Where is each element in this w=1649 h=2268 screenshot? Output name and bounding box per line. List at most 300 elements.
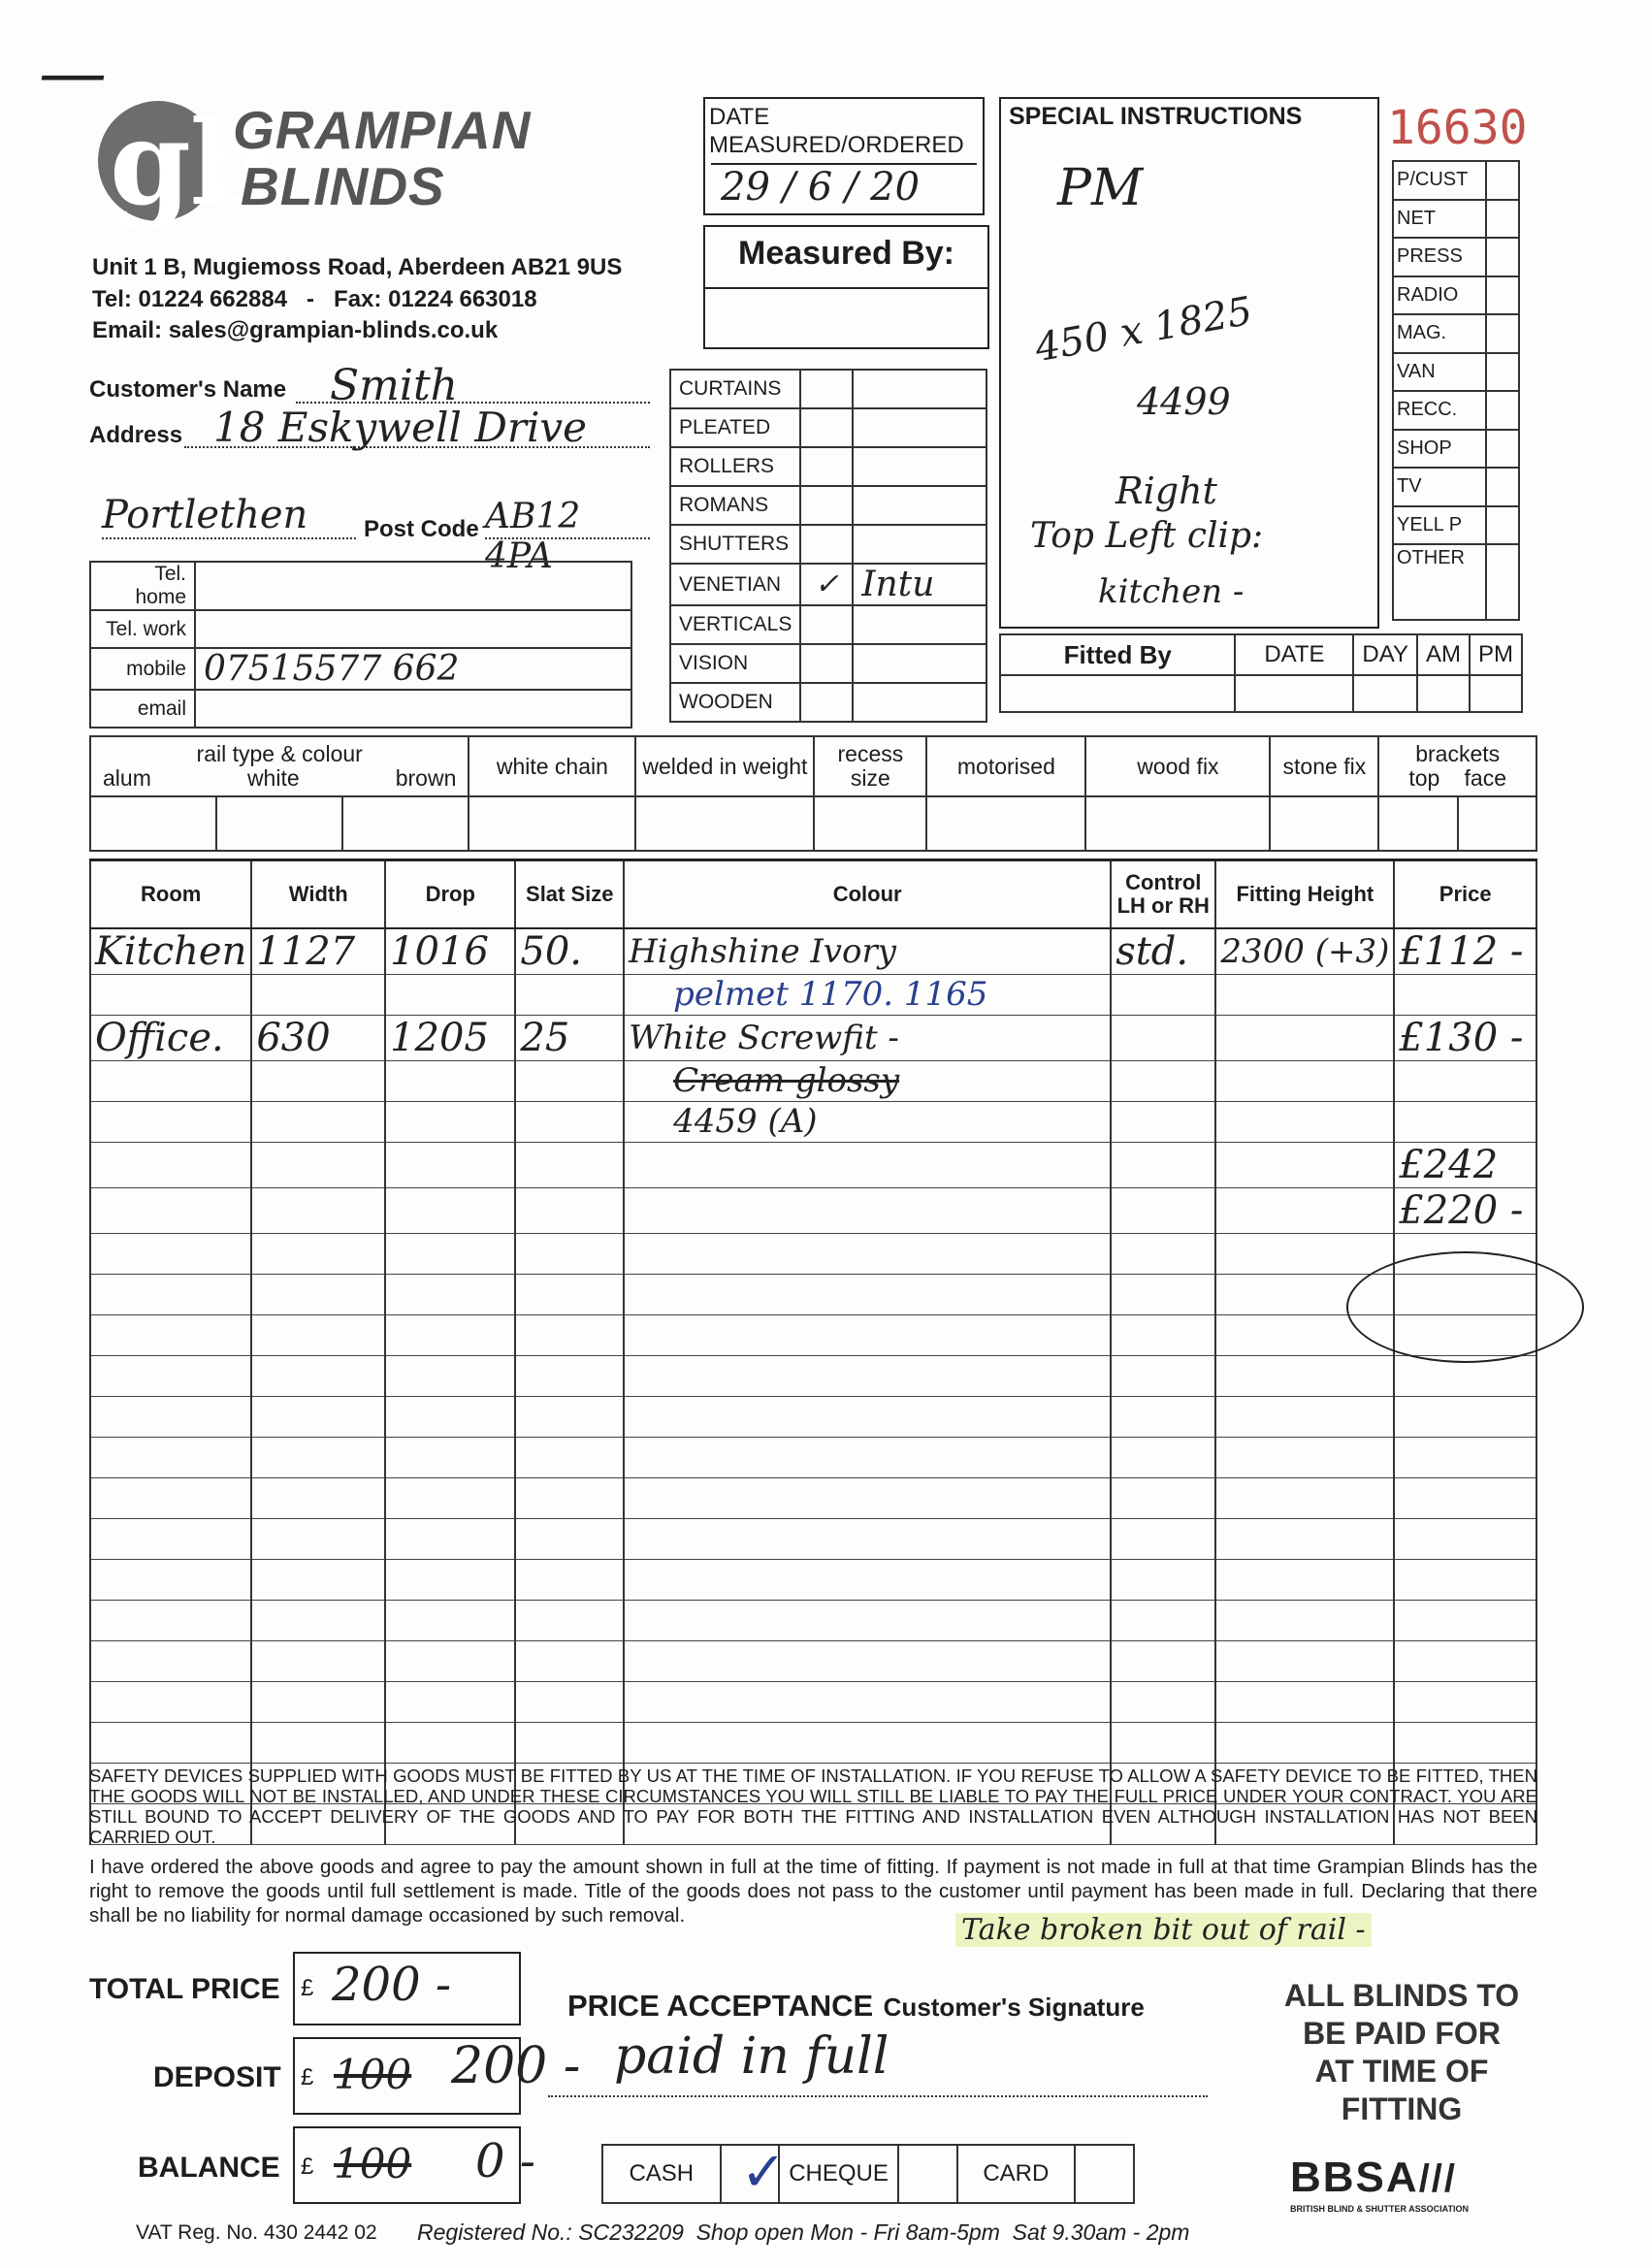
cell-colour[interactable]	[624, 1355, 1111, 1396]
cell-fitting[interactable]	[1215, 1233, 1394, 1274]
cell-price[interactable]: £130 -	[1394, 1015, 1536, 1060]
cell-control[interactable]	[1111, 1274, 1215, 1314]
deposit-currency: £	[301, 2064, 314, 2090]
fitted-by-value[interactable]	[1000, 675, 1235, 712]
rail-alum-cell[interactable]	[90, 796, 216, 851]
cell-room[interactable]	[90, 1187, 251, 1233]
cell-colour[interactable]	[624, 1142, 1111, 1187]
cheque-label: CHEQUE	[779, 2145, 897, 2203]
town-line	[102, 493, 356, 539]
brackets-face-cell[interactable]	[1458, 796, 1536, 851]
cell-drop[interactable]	[385, 1396, 515, 1437]
cell-fitting[interactable]	[1215, 1187, 1394, 1233]
cell-colour[interactable]	[624, 1600, 1111, 1640]
table-row	[90, 1681, 1536, 1722]
product-note[interactable]	[853, 605, 986, 644]
cell-fitting[interactable]	[1215, 1396, 1394, 1437]
cell-slat[interactable]	[515, 974, 624, 1015]
rail-white-cell[interactable]	[216, 796, 342, 851]
fitted-am-label: AM	[1417, 634, 1470, 675]
cell-slat[interactable]	[515, 1477, 624, 1518]
rail-brown-label: brown	[395, 765, 457, 791]
product-label: PLEATED	[670, 408, 800, 447]
cell-width[interactable]	[251, 1396, 385, 1437]
cell-slat[interactable]	[515, 1314, 624, 1355]
rail-type-title: rail type & colour	[196, 741, 363, 766]
cell-slat[interactable]	[515, 1274, 624, 1314]
table-row	[90, 1355, 1536, 1396]
card-checkbox[interactable]	[1075, 2145, 1134, 2203]
cell-slat[interactable]	[515, 1355, 624, 1396]
cell-colour[interactable]	[624, 1518, 1111, 1559]
price-circle	[1346, 1251, 1584, 1363]
cell-drop[interactable]	[385, 1233, 515, 1274]
wood-fix-label: wood fix	[1085, 736, 1270, 796]
recess-size-cell[interactable]	[814, 796, 926, 851]
bbsa-slash-icon: ///	[1418, 2157, 1458, 2200]
fitted-by-table	[999, 633, 1523, 713]
cell-slat[interactable]	[515, 1600, 624, 1640]
cell-width[interactable]: 1127	[251, 928, 385, 975]
notice-line-4: FITTING	[1341, 2091, 1463, 2126]
brackets-top-cell[interactable]	[1378, 796, 1457, 851]
cell-control[interactable]	[1111, 1518, 1215, 1559]
measured-by-value[interactable]	[705, 289, 987, 345]
cell-control[interactable]	[1111, 1681, 1215, 1722]
product-note[interactable]	[853, 447, 986, 486]
table-row	[90, 1274, 1536, 1314]
cell-drop[interactable]	[385, 1060, 515, 1101]
cell-price[interactable]	[1394, 1640, 1536, 1681]
cell-fitting[interactable]: 2300 (+3)	[1215, 928, 1394, 975]
source-label: OTHER	[1393, 544, 1486, 620]
cell-drop[interactable]	[385, 1559, 515, 1600]
cell-drop[interactable]	[385, 1681, 515, 1722]
logo-letters: gb	[110, 95, 273, 232]
cell-colour[interactable]	[624, 1274, 1111, 1314]
date-measured-value[interactable]: 29 / 6 / 20	[711, 163, 977, 210]
cell-colour[interactable]	[624, 1681, 1111, 1722]
source-label: VAN	[1393, 353, 1486, 392]
cell-colour[interactable]	[624, 1396, 1111, 1437]
total-price-label: TOTAL PRICE	[89, 1973, 280, 2005]
cell-slat[interactable]	[515, 1437, 624, 1477]
cell-drop[interactable]	[385, 1355, 515, 1396]
cell-price[interactable]	[1394, 1101, 1536, 1142]
contact-value[interactable]	[195, 610, 631, 648]
instruction-line-6: kitchen -	[1098, 572, 1245, 611]
deposit-struck-value: 100	[334, 2051, 412, 2098]
cell-width[interactable]	[251, 1142, 385, 1187]
product-note[interactable]	[853, 370, 986, 408]
column-header: Drop	[385, 860, 515, 928]
cell-width[interactable]	[251, 1559, 385, 1600]
cell-fitting[interactable]	[1215, 1060, 1394, 1101]
notice-line-1: ALL BLINDS TO	[1283, 1978, 1520, 2013]
cell-slat[interactable]	[515, 1518, 624, 1559]
fitted-date-label: DATE	[1235, 634, 1353, 675]
cell-slat[interactable]: 50.	[515, 928, 624, 975]
cell-price[interactable]: £220 -	[1394, 1187, 1536, 1233]
address-value[interactable]: 18 Eskywell Drive	[213, 404, 587, 451]
cell-fitting[interactable]	[1215, 1722, 1394, 1763]
postcode-label: Post Code	[364, 516, 479, 542]
balance-struck-value: 100	[334, 2140, 412, 2187]
instruction-line-3: 4499	[1137, 380, 1231, 423]
table-row	[90, 1640, 1536, 1681]
source-checkbox[interactable]	[1486, 200, 1519, 239]
cell-slat[interactable]	[515, 1722, 624, 1763]
cell-drop[interactable]	[385, 1101, 515, 1142]
cell-colour[interactable]: Highshine Ivory	[624, 928, 1111, 975]
product-label: SHUTTERS	[670, 525, 800, 564]
cell-room[interactable]	[90, 1722, 251, 1763]
table-row	[90, 1722, 1536, 1763]
product-tick[interactable]	[800, 683, 853, 722]
cell-drop[interactable]: 1016	[385, 928, 515, 975]
cell-control[interactable]	[1111, 1355, 1215, 1396]
product-tick[interactable]	[800, 408, 853, 447]
handwritten-note: Take broken bit out of rail -	[955, 1913, 1372, 1947]
measured-by-label: Measured By:	[705, 227, 987, 289]
postcode-value[interactable]: AB12 4PA	[485, 497, 581, 576]
table-row	[90, 1015, 1536, 1060]
product-tick[interactable]	[800, 486, 853, 525]
cell-width[interactable]	[251, 1722, 385, 1763]
cell-drop[interactable]	[385, 1314, 515, 1355]
cash-label: CASH	[602, 2145, 721, 2203]
rail-white-label: white	[246, 765, 300, 791]
cell-fitting[interactable]	[1215, 1600, 1394, 1640]
source-checkbox[interactable]	[1486, 506, 1519, 545]
cell-width[interactable]	[251, 1355, 385, 1396]
cell-drop[interactable]	[385, 1600, 515, 1640]
postcode-line	[485, 497, 650, 576]
date-measured-box	[703, 97, 985, 215]
cell-price[interactable]	[1394, 1477, 1536, 1518]
deposit-value[interactable]: 200 -	[451, 2037, 581, 2095]
cell-colour[interactable]: 4459 (A)	[624, 1101, 1111, 1142]
product-note[interactable]	[853, 683, 986, 722]
cell-control[interactable]	[1111, 1015, 1215, 1060]
cell-width[interactable]	[251, 1314, 385, 1355]
product-tick[interactable]	[800, 447, 853, 486]
cell-room[interactable]	[90, 1314, 251, 1355]
cell-room[interactable]	[90, 1640, 251, 1681]
margin-mark: —	[39, 33, 107, 113]
cell-fitting[interactable]	[1215, 1437, 1394, 1477]
cell-fitting[interactable]	[1215, 1101, 1394, 1142]
cell-colour[interactable]	[624, 1722, 1111, 1763]
cell-control[interactable]	[1111, 1600, 1215, 1640]
cash-checkbox[interactable]	[721, 2141, 787, 2203]
cell-width[interactable]	[251, 1233, 385, 1274]
fitted-day-value[interactable]	[1353, 675, 1417, 712]
table-row	[90, 974, 1536, 1015]
cell-room[interactable]	[90, 1559, 251, 1600]
cell-slat[interactable]	[515, 1396, 624, 1437]
rail-brown-cell[interactable]	[342, 796, 469, 851]
cell-width[interactable]	[251, 1187, 385, 1233]
column-header: Control LH or RH	[1111, 860, 1215, 928]
logo-gb-mark	[92, 95, 273, 232]
product-note[interactable]	[853, 486, 986, 525]
cell-width[interactable]	[251, 1600, 385, 1640]
product-label: ROLLERS	[670, 447, 800, 486]
product-note[interactable]	[853, 525, 986, 564]
cell-drop[interactable]	[385, 974, 515, 1015]
cell-room[interactable]	[90, 1600, 251, 1640]
order-terms: I have ordered the above goods and agree to pay the amount shown in full at the time of fitting. If payment is not made in full at that time Grampian Blinds has the right to remove the goods until full settlement is made. Title of the goods does not pass to the customer until payment has been made in full. Declaring that there shall be no liability for normal damage occasioned by such removal.	[89, 1856, 1537, 1927]
cell-control[interactable]	[1111, 1314, 1215, 1355]
cell-control[interactable]	[1111, 1640, 1215, 1681]
cell-room[interactable]	[90, 1681, 251, 1722]
source-checkbox[interactable]	[1486, 276, 1519, 315]
cell-price[interactable]	[1394, 1559, 1536, 1600]
cell-room[interactable]	[90, 1518, 251, 1559]
cell-price[interactable]: £242	[1394, 1142, 1536, 1187]
cell-control[interactable]	[1111, 1437, 1215, 1477]
price-acceptance	[567, 1989, 1145, 2024]
cell-price[interactable]	[1394, 1060, 1536, 1101]
cell-price[interactable]	[1394, 1722, 1536, 1763]
cell-room[interactable]	[90, 1355, 251, 1396]
contact-label: mobile	[90, 648, 195, 690]
wood-fix-cell[interactable]	[1085, 796, 1270, 851]
cell-slat[interactable]	[515, 1060, 624, 1101]
stone-fix-label: stone fix	[1270, 736, 1378, 796]
cell-drop[interactable]	[385, 1477, 515, 1518]
contact-label: email	[90, 690, 195, 728]
cell-price[interactable]	[1394, 1396, 1536, 1437]
cell-control[interactable]	[1111, 974, 1215, 1015]
cell-room[interactable]	[90, 1274, 251, 1314]
cell-room[interactable]	[90, 1396, 251, 1437]
total-price-value: 200 -	[332, 1958, 452, 2012]
fitted-pm-label: PM	[1470, 634, 1522, 675]
cell-drop[interactable]: 1205	[385, 1015, 515, 1060]
cell-width[interactable]	[251, 974, 385, 1015]
cell-width[interactable]	[251, 1477, 385, 1518]
cell-price[interactable]	[1394, 1437, 1536, 1477]
order-number: 16630	[1387, 101, 1528, 155]
product-tick[interactable]	[800, 525, 853, 564]
cell-slat[interactable]	[515, 1640, 624, 1681]
cell-control[interactable]	[1111, 1396, 1215, 1437]
cell-slat[interactable]	[515, 1101, 624, 1142]
contact-value[interactable]	[195, 562, 631, 610]
cell-slat[interactable]	[515, 1559, 624, 1600]
customer-name-line	[296, 361, 650, 410]
company-logo	[92, 95, 273, 232]
cell-fitting[interactable]	[1215, 1142, 1394, 1187]
cell-control[interactable]	[1111, 1060, 1215, 1101]
cell-fitting[interactable]	[1215, 974, 1394, 1015]
cell-width[interactable]	[251, 1518, 385, 1559]
source-label: PRESS	[1393, 238, 1486, 276]
cell-control[interactable]	[1111, 1559, 1215, 1600]
product-label: ROMANS	[670, 486, 800, 525]
cell-room[interactable]: Office.	[90, 1015, 251, 1060]
bbsa-mark: BBSA	[1290, 2154, 1419, 2201]
cell-control[interactable]	[1111, 1101, 1215, 1142]
product-table	[669, 369, 987, 723]
source-checkbox[interactable]	[1486, 544, 1519, 620]
cell-colour[interactable]: pelmet 1170. 1165	[624, 974, 1111, 1015]
cell-room[interactable]	[90, 1060, 251, 1101]
table-row	[90, 1477, 1536, 1518]
contact-value[interactable]: 07515577 662	[195, 648, 631, 690]
safety-terms: SAFETY DEVICES SUPPLIED WITH GOODS MUST BE FITTED BY US AT THE TIME OF INSTALLATION. IF YOU REFUSE TO ALLOW A SAFETY DEVICE TO BE FITTED, THEN THE GOODS WILL NOT BE INSTALLED, AND UNDER THESE CIRCUMSTANCES YOU WILL STILL BE LIABLE TO PAY THE FULL PRICE UNDER YOUR CONTRACT. YOU ARE STILL BOUND TO ACCEPT DELIVERY OF THE GOODS AND TO PAY FOR BOTH THE FITTING AND INSTALLATION EVEN ALTHOUGH INSTALLATION HAS NOT BEEN CARRIED OUT.	[89, 1766, 1537, 1847]
cell-drop[interactable]	[385, 1437, 515, 1477]
cell-slat[interactable]	[515, 1142, 624, 1187]
source-checkbox[interactable]	[1486, 353, 1519, 392]
stone-fix-cell[interactable]	[1270, 796, 1378, 851]
cell-room[interactable]	[90, 1477, 251, 1518]
source-checkbox[interactable]	[1486, 314, 1519, 353]
product-label: CURTAINS	[670, 370, 800, 408]
column-header: Width	[251, 860, 385, 928]
source-checkbox[interactable]	[1486, 468, 1519, 506]
cell-slat[interactable]	[515, 1187, 624, 1233]
product-tick[interactable]	[800, 644, 853, 683]
cell-width[interactable]	[251, 1274, 385, 1314]
source-checkbox[interactable]	[1486, 161, 1519, 200]
deposit-label: DEPOSIT	[153, 2061, 281, 2093]
brackets-top-label: top	[1408, 765, 1440, 791]
company-tel-fax: Tel: 01224 662884 - Fax: 01224 663018	[92, 286, 537, 312]
cell-price[interactable]	[1394, 1681, 1536, 1722]
cell-width[interactable]	[251, 1060, 385, 1101]
cell-drop[interactable]	[385, 1187, 515, 1233]
cell-drop[interactable]	[385, 1142, 515, 1187]
product-note[interactable]: Intu	[853, 564, 986, 605]
product-label: VENETIAN	[670, 564, 800, 605]
town-value[interactable]: Portlethen	[102, 493, 308, 537]
table-row	[90, 1559, 1536, 1600]
source-label: RECC.	[1393, 391, 1486, 430]
motorised-cell[interactable]	[926, 796, 1085, 851]
column-header: Fitting Height	[1215, 860, 1394, 928]
source-checkbox[interactable]	[1486, 238, 1519, 276]
cell-price[interactable]: £112 -	[1394, 928, 1536, 975]
table-row	[90, 1101, 1536, 1142]
signature-line[interactable]	[548, 2027, 1208, 2097]
cell-colour[interactable]	[624, 1477, 1111, 1518]
cell-control[interactable]: std.	[1111, 928, 1215, 975]
cell-colour[interactable]	[624, 1437, 1111, 1477]
registered-info: Registered No.: SC232209 Shop open Mon - Fri 8am-5pm Sat 9.30am - 2pm	[417, 2219, 1190, 2245]
balance-label: BALANCE	[138, 2152, 280, 2184]
cheque-checkbox[interactable]	[898, 2145, 957, 2203]
cell-drop[interactable]	[385, 1274, 515, 1314]
price-acceptance-label: PRICE ACCEPTANCE	[567, 1989, 874, 2023]
cell-fitting[interactable]	[1215, 1640, 1394, 1681]
cell-room[interactable]	[90, 1101, 251, 1142]
cell-control[interactable]	[1111, 1187, 1215, 1233]
product-note[interactable]	[853, 644, 986, 683]
fitted-date-value[interactable]	[1235, 675, 1353, 712]
cell-fitting[interactable]	[1215, 1518, 1394, 1559]
address-label: Address	[89, 422, 183, 448]
customer-name-label: Customer's Name	[89, 376, 287, 403]
cheque-tick: ✓	[740, 2141, 787, 2202]
cell-colour[interactable]	[624, 1233, 1111, 1274]
cell-price[interactable]	[1394, 1518, 1536, 1559]
cell-control[interactable]	[1111, 1477, 1215, 1518]
cell-width[interactable]	[251, 1437, 385, 1477]
company-address: Unit 1 B, Mugiemoss Road, Aberdeen AB21 9US	[92, 254, 623, 280]
rail-type-header	[90, 736, 469, 796]
cell-room[interactable]	[90, 1142, 251, 1187]
customer-name-value[interactable]: Smith	[330, 361, 458, 410]
cell-slat[interactable]: 25	[515, 1015, 624, 1060]
cell-room[interactable]	[90, 974, 251, 1015]
product-label: WOODEN	[670, 683, 800, 722]
company-email: Email: sales@grampian-blinds.co.uk	[92, 317, 499, 343]
cell-colour[interactable]: Cream glossy	[624, 1060, 1111, 1101]
fitted-pm-value[interactable]	[1470, 675, 1522, 712]
balance-value[interactable]: 0 -	[475, 2134, 536, 2188]
fitted-am-value[interactable]	[1417, 675, 1470, 712]
cell-control[interactable]	[1111, 1233, 1215, 1274]
source-checkbox[interactable]	[1486, 391, 1519, 430]
cell-drop[interactable]	[385, 1518, 515, 1559]
cell-control[interactable]	[1111, 1722, 1215, 1763]
cell-fitting[interactable]	[1215, 1355, 1394, 1396]
cell-slat[interactable]	[515, 1233, 624, 1274]
cell-price[interactable]	[1394, 974, 1536, 1015]
cell-width[interactable]	[251, 1681, 385, 1722]
source-checkbox[interactable]	[1486, 430, 1519, 469]
welded-weight-cell[interactable]	[635, 796, 814, 851]
cell-colour[interactable]: White Screwfit -	[624, 1015, 1111, 1060]
cell-fitting[interactable]	[1215, 1015, 1394, 1060]
product-note[interactable]	[853, 408, 986, 447]
measured-by-box	[703, 225, 989, 349]
cell-control[interactable]	[1111, 1142, 1215, 1187]
company-name-line1: GRAMPIAN	[233, 100, 532, 160]
table-row	[90, 1142, 1536, 1187]
cell-colour[interactable]	[624, 1640, 1111, 1681]
product-tick[interactable]	[800, 370, 853, 408]
cell-width[interactable]: 630	[251, 1015, 385, 1060]
cell-colour[interactable]	[624, 1187, 1111, 1233]
source-label: NET	[1393, 200, 1486, 239]
cell-drop[interactable]	[385, 1640, 515, 1681]
product-tick[interactable]	[800, 605, 853, 644]
cell-colour[interactable]	[624, 1314, 1111, 1355]
welded-weight-label: welded in weight	[635, 736, 814, 796]
cell-fitting[interactable]	[1215, 1681, 1394, 1722]
product-tick[interactable]: ✓	[800, 564, 853, 605]
cell-price[interactable]	[1394, 1600, 1536, 1640]
cell-fitting[interactable]	[1215, 1559, 1394, 1600]
cell-colour[interactable]	[624, 1559, 1111, 1600]
cell-room[interactable]: Kitchen	[90, 928, 251, 975]
cell-slat[interactable]	[515, 1681, 624, 1722]
product-label: VERTICALS	[670, 605, 800, 644]
total-price-box[interactable]	[293, 1952, 521, 2025]
cell-width[interactable]	[251, 1101, 385, 1142]
cell-fitting[interactable]	[1215, 1477, 1394, 1518]
cell-room[interactable]	[90, 1233, 251, 1274]
cell-width[interactable]	[251, 1640, 385, 1681]
contact-value[interactable]	[195, 690, 631, 728]
white-chain-cell[interactable]	[469, 796, 635, 851]
cell-drop[interactable]	[385, 1722, 515, 1763]
cell-room[interactable]	[90, 1437, 251, 1477]
